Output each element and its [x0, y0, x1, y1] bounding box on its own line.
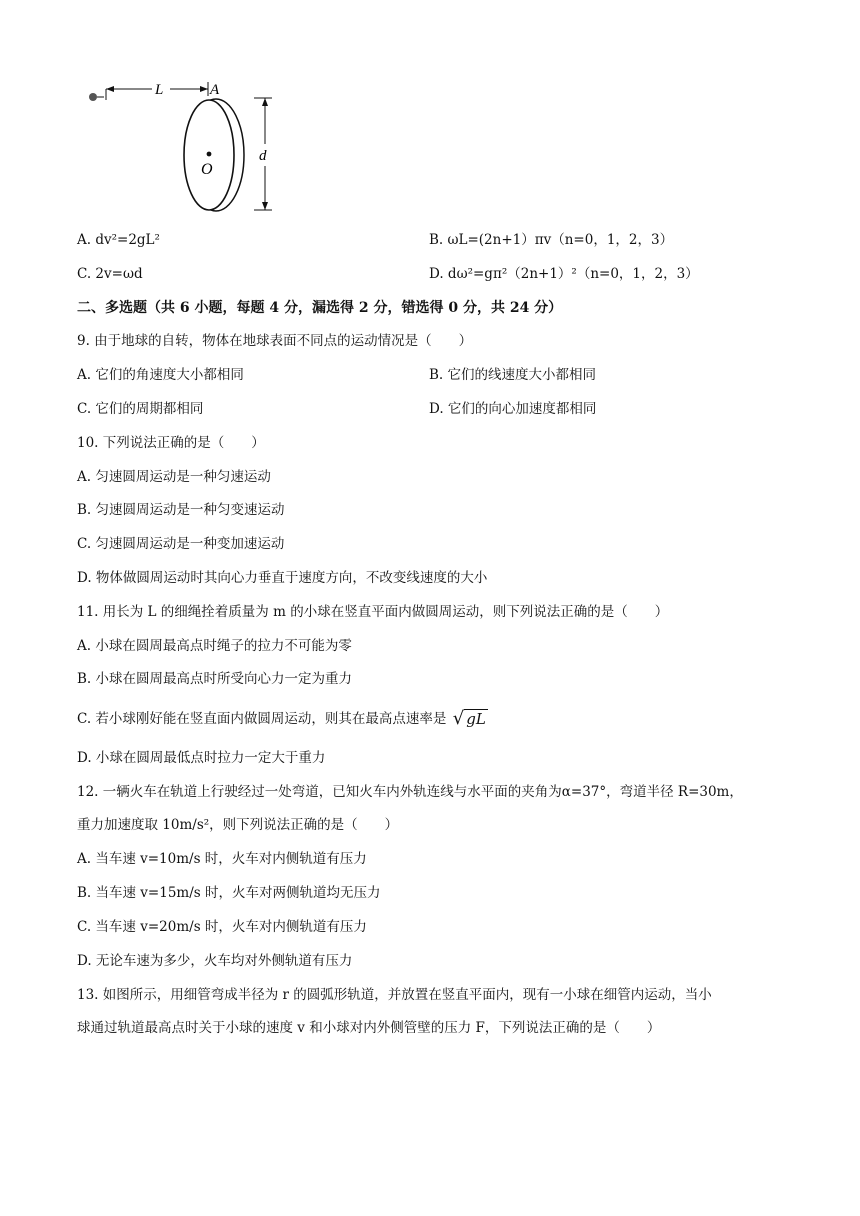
q12-option-c: C. 当车速 v=20m/s 时，火车对内侧轨道有压力: [77, 919, 367, 935]
q11-option-b: B. 小球在圆周最高点时所受向心力一定为重力: [77, 671, 353, 687]
sqrt-radicand: gL: [466, 710, 486, 728]
q10-stem: 10. 下列说法正确的是（ ）: [77, 435, 265, 451]
q10-option-b: B. 匀速圆周运动是一种匀变速运动: [77, 502, 285, 518]
q12-option-b: B. 当车速 v=15m/s 时，火车对两侧轨道均无压力: [77, 885, 381, 901]
q11-stem: 11. 用长为 L 的细绳拴着质量为 m 的小球在竖直平面内做圆周运动，则下列说法正确的是（ ）: [77, 604, 669, 620]
q10-option-c: C. 匀速圆周运动是一种变加速运动: [77, 536, 285, 552]
label-L: L: [155, 82, 164, 98]
q11-option-d: D. 小球在圆周最低点时拉力一定大于重力: [77, 750, 326, 766]
sqrt-expression: √ gL: [452, 708, 486, 729]
label-A: A: [210, 82, 220, 98]
section-title: 二、多选题（共 6 小题，每题 4 分，漏选得 2 分，错选得 0 分，共 24 分）: [77, 300, 563, 316]
ball-icon: [89, 93, 97, 101]
q9-option-d: D. 它们的向心加速度都相同: [429, 401, 597, 417]
q9-stem: 9. 由于地球的自转，物体在地球表面不同点的运动情况是（ ）: [77, 333, 473, 349]
center-dot: [207, 152, 212, 157]
q8-option-d: D. dω²=gπ²（2n+1）²（n=0，1，2，3）: [429, 266, 699, 282]
q11-option-c-text: C. 若小球刚好能在竖直面内做圆周运动，则其在最高点速率是: [77, 711, 447, 727]
q11-option-a: A. 小球在圆周最高点时绳子的拉力不可能为零: [77, 638, 352, 654]
q8-option-a: A. dv²=2gL²: [77, 232, 160, 248]
q9-option-a: A. 它们的角速度大小都相同: [77, 367, 244, 383]
q10-option-d: D. 物体做圆周运动时其向心力垂直于速度方向，不改变线速度的大小: [77, 570, 488, 586]
q11-option-c: [77, 709, 488, 730]
disk-figure: [84, 76, 284, 216]
q9-option-c: C. 它们的周期都相同: [77, 401, 204, 417]
label-O: O: [201, 161, 213, 178]
q12-stem-line2: 重力加速度取 10m/s²，则下列说法正确的是（ ）: [77, 817, 399, 833]
q13-stem-line1: 13. 如图所示，用细管弯成半径为 r 的圆弧形轨道，并放置在竖直平面内，现有一小球在细管内运动，当小: [77, 987, 712, 1003]
q10-option-a: A. 匀速圆周运动是一种匀速运动: [77, 469, 271, 485]
q12-option-a: A. 当车速 v=10m/s 时，火车对内侧轨道有压力: [77, 851, 367, 867]
q12-option-d: D. 无论车速为多少，火车均对外侧轨道有压力: [77, 953, 353, 969]
q12-stem-line1: 12. 一辆火车在轨道上行驶经过一处弯道，已知火车内外轨连线与水平面的夹角为α=37°，弯道半径 R=30m，: [77, 784, 743, 800]
q9-option-b: B. 它们的线速度大小都相同: [429, 367, 597, 383]
label-d: d: [259, 148, 267, 164]
q13-stem-line2: 球通过轨道最高点时关于小球的速度 v 和小球对内外侧管壁的压力 F，下列说法正确的是（ ）: [77, 1020, 661, 1036]
q8-option-b: B. ωL=(2n+1）πv（n=0，1，2，3）: [429, 232, 674, 248]
q8-option-c: C. 2v=ωd: [77, 266, 143, 282]
